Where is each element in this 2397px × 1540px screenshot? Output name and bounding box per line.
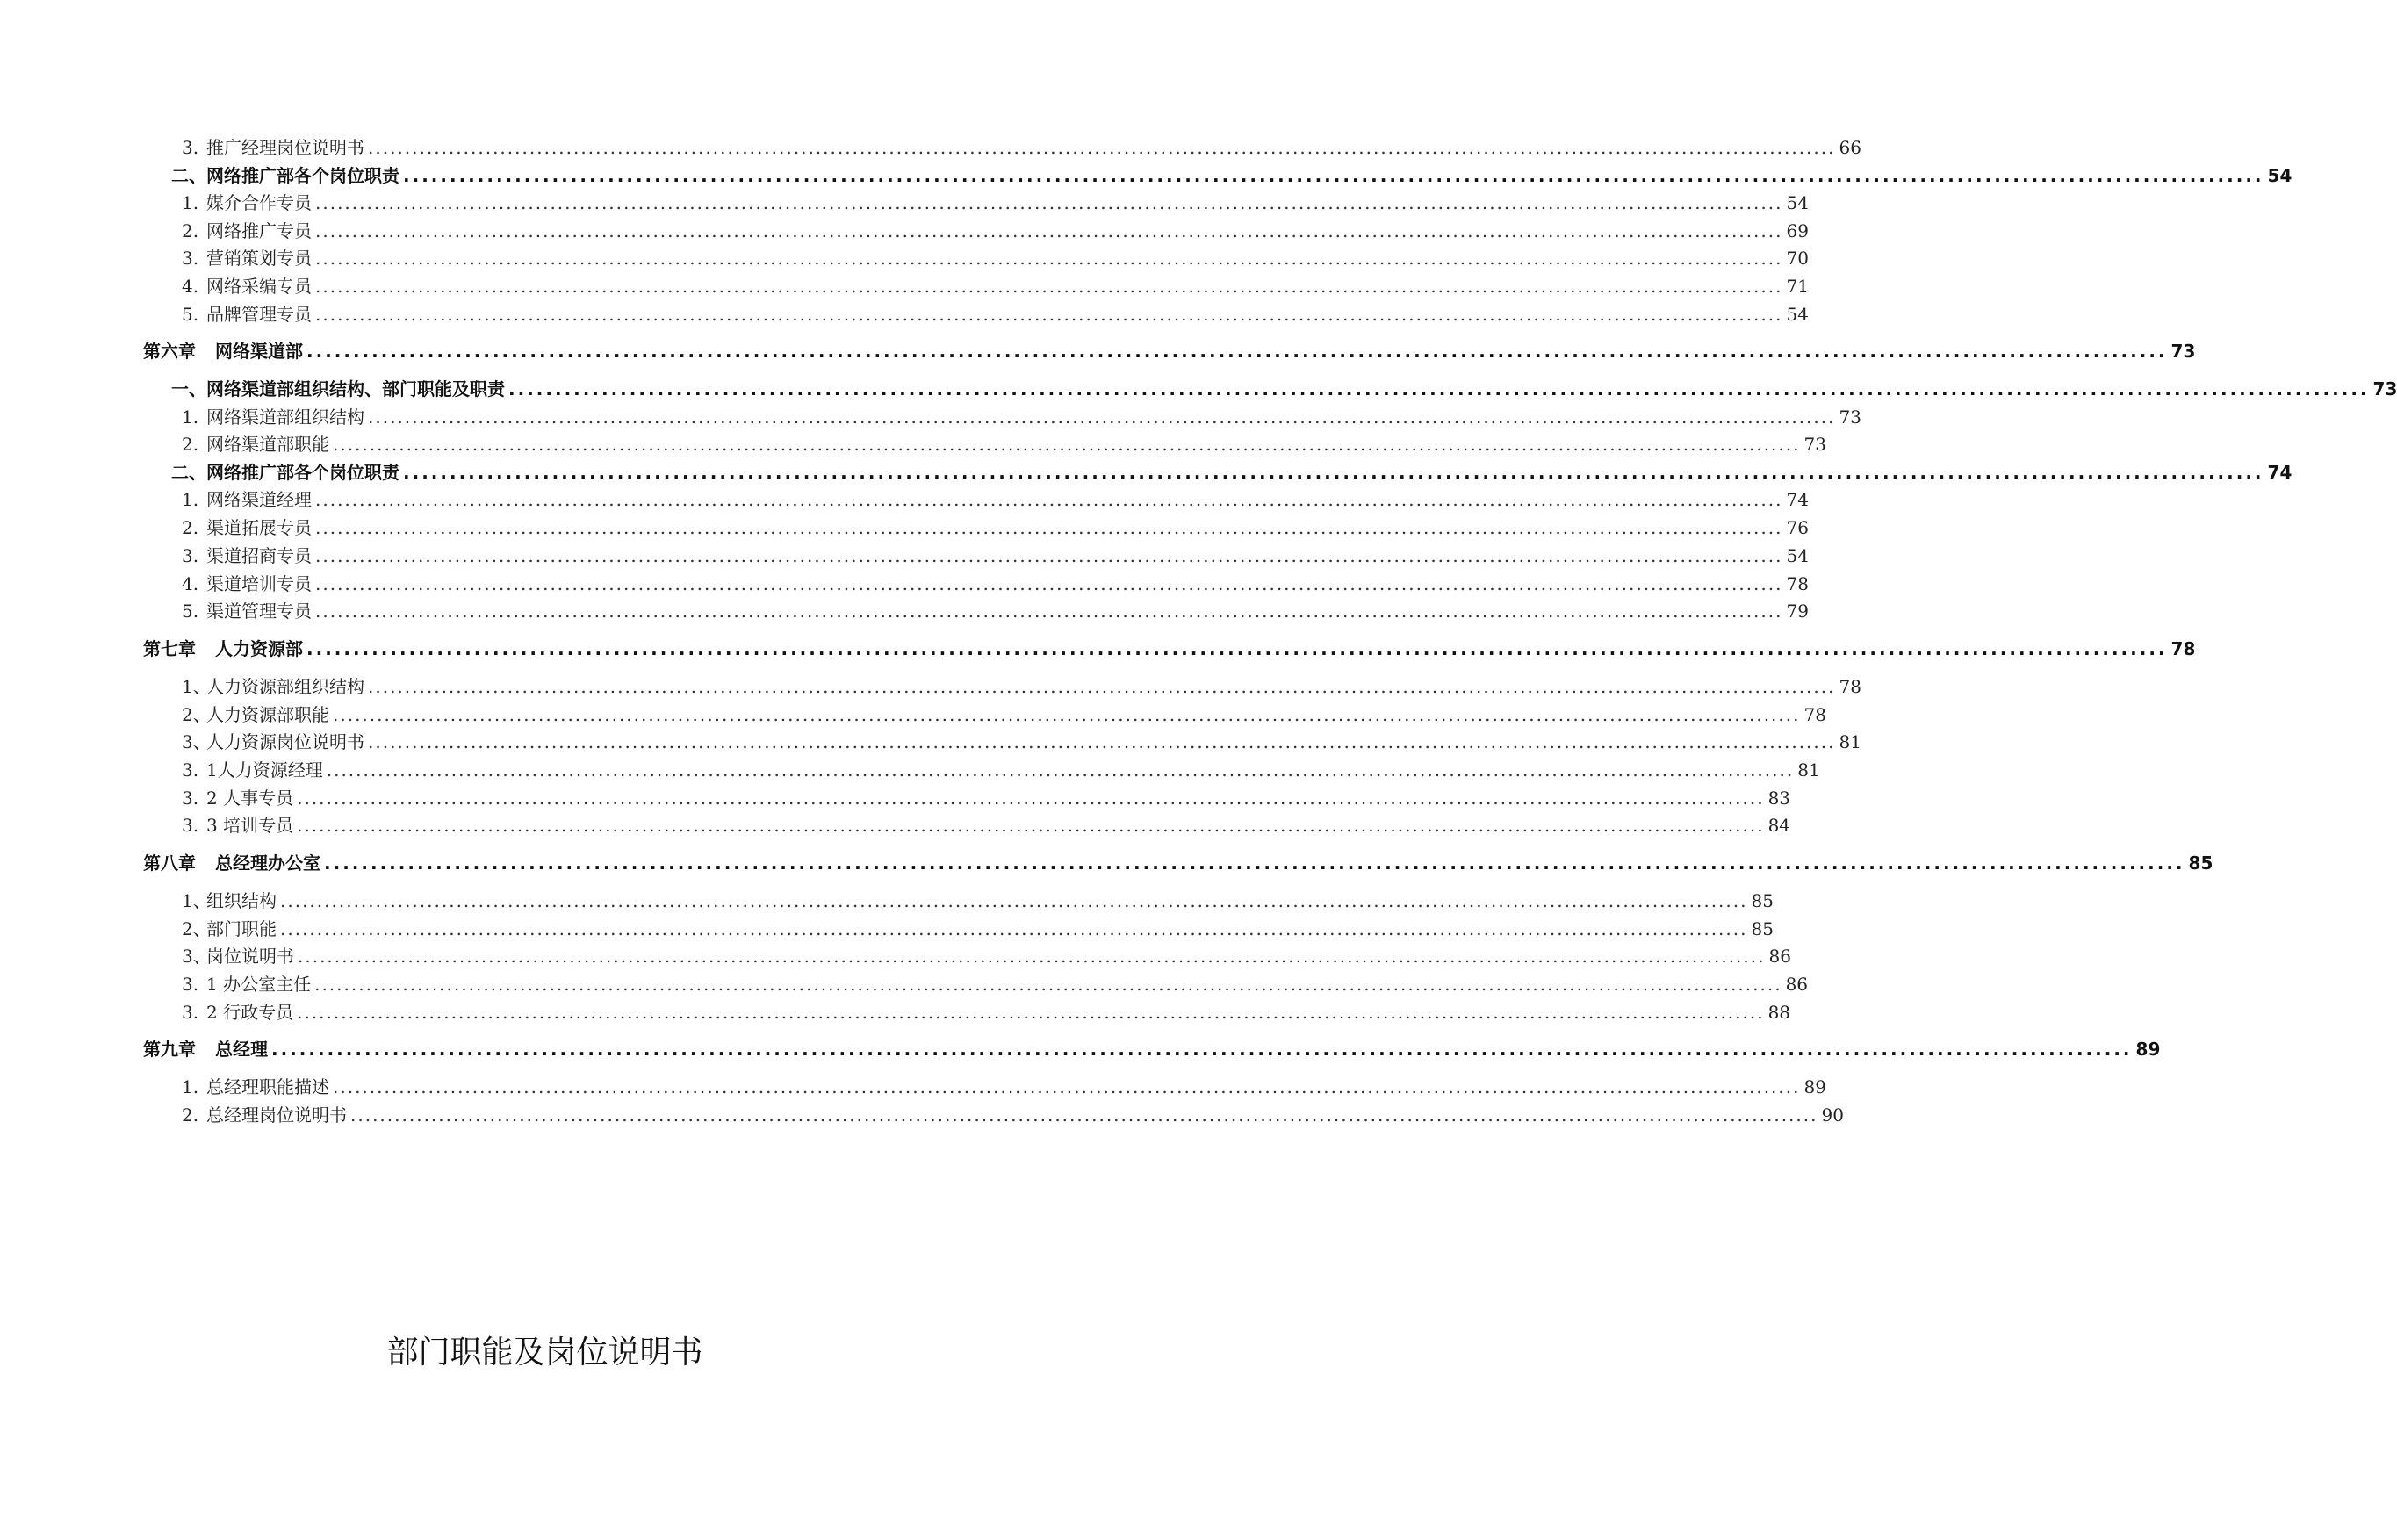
toc-entry-number: 2. [182, 434, 199, 455]
toc-page-number: 90 [1821, 1105, 1844, 1126]
toc-page-number: 85 [2188, 853, 2213, 874]
toc-page-number: 86 [1768, 946, 1791, 967]
toc-item-entry[interactable] [182, 598, 1809, 624]
toc-dot-leader: ........................................................................................................................................................................................................ [368, 137, 1836, 158]
toc-entry-number: 第八章 [143, 853, 196, 874]
toc-entry-label: 推广经理岗位说明书 [206, 137, 364, 158]
toc-page-number: 76 [1786, 517, 1809, 538]
toc-chapter-entry[interactable] [143, 1036, 2161, 1062]
toc-page-number: 54 [2267, 165, 2293, 186]
toc-item-entry[interactable] [182, 273, 1809, 299]
toc-dot-leader: ........................................................................................................................................................................................................ [368, 731, 1836, 752]
toc-dot-leader: ........................................................................................................................................................................................................ [297, 1002, 1765, 1023]
toc-page-number: 69 [1786, 220, 1809, 241]
toc-entry-label: 网络渠道部组织结构、部门职能及职责 [206, 378, 505, 399]
toc-entry-label: 渠道招商专员 [206, 545, 312, 566]
toc-page-number: 85 [1751, 918, 1774, 939]
toc-dot-leader: ........................................................................................................................................................................................................ [403, 462, 2264, 483]
toc-page-number: 81 [1797, 759, 1820, 781]
toc-item-entry[interactable] [182, 1102, 1844, 1128]
toc-dot-leader: ........................................................................................................................................................................................................ [315, 276, 1783, 297]
toc-entry-number: 1、 [182, 676, 211, 697]
toc-entry-label: 网络渠道部职能 [206, 434, 329, 455]
toc-entry-number: 第六章 [143, 341, 196, 362]
toc-entry-number: 3. [182, 788, 199, 809]
toc-entry-label: 网络渠道经理 [206, 489, 312, 510]
toc-entry-label: 总经理岗位说明书 [206, 1105, 347, 1126]
toc-item-entry[interactable] [182, 515, 1809, 541]
toc-page-number: 86 [1785, 974, 1809, 995]
toc-entry-label: 人力资源部职能 [206, 704, 329, 725]
toc-dot-leader: ........................................................................................................................................................................................................ [280, 890, 1748, 911]
toc-entry-label: 1人力资源经理 [206, 759, 323, 781]
toc-dot-leader: ........................................................................................................................................................................................................ [508, 378, 2370, 399]
toc-chapter-entry[interactable] [143, 636, 2196, 662]
toc-entry-label: 媒介合作专员 [206, 192, 312, 213]
toc-entry-label: 网络推广专员 [206, 220, 312, 241]
toc-dot-leader: ........................................................................................................................................................................................................ [297, 815, 1765, 836]
toc-page-number: 71 [1786, 276, 1809, 297]
toc-entry-number: 2. [182, 220, 199, 241]
toc-entry-label: 营销策划专员 [206, 248, 312, 269]
toc-dot-leader: ........................................................................................................................................................................................................ [315, 220, 1783, 241]
toc-dot-leader: ........................................................................................................................................................................................................ [315, 601, 1783, 622]
toc-entry-number: 4. [182, 276, 199, 297]
toc-entry-label: 部门职能 [206, 918, 277, 939]
toc-page-number: 66 [1839, 137, 1861, 158]
toc-entry-label: 网络渠道部组织结构 [206, 407, 364, 428]
toc-entry-number: 3. [182, 759, 199, 781]
toc-entry-number: 1. [182, 1076, 199, 1097]
toc-dot-leader: ........................................................................................................................................................................................................ [324, 853, 2185, 874]
toc-item-entry[interactable] [182, 431, 1826, 457]
toc-entry-number: 2. [182, 1105, 199, 1126]
toc-page-number: 54 [1786, 545, 1809, 566]
toc-entry-label: 岗位说明书 [206, 946, 294, 967]
toc-entry-label: 品牌管理专员 [206, 304, 312, 325]
toc-entry-label: 网络推广部各个岗位职责 [206, 462, 400, 483]
toc-entry-number: 二、 [171, 165, 206, 186]
toc-dot-leader: ........................................................................................................................................................................................................ [333, 704, 1801, 725]
toc-entry-label: 总经理 [215, 1039, 268, 1060]
toc-item-entry[interactable] [182, 245, 1809, 271]
toc-dot-leader: ........................................................................................................................................................................................................ [315, 192, 1783, 213]
toc-page-number: 79 [1786, 601, 1809, 622]
toc-section-entry[interactable] [171, 376, 2397, 402]
toc-entry-label: 总经理办公室 [215, 853, 320, 874]
toc-dot-leader: ........................................................................................................................................................................................................ [326, 759, 1795, 781]
toc-item-entry[interactable] [182, 301, 1809, 327]
toc-page-number: 84 [1767, 815, 1791, 836]
toc-item-entry[interactable] [182, 571, 1809, 597]
toc-entry-label: 2 行政专员 [206, 1002, 294, 1023]
toc-page-number: 78 [2170, 638, 2196, 659]
toc-item-entry[interactable] [182, 785, 1791, 811]
toc-entry-label: 网络采编专员 [206, 276, 312, 297]
toc-page-number: 83 [1767, 788, 1791, 809]
toc-entry-number: 3. [182, 248, 199, 269]
toc-page-number: 73 [2170, 341, 2196, 362]
toc-dot-leader: ........................................................................................................................................................................................................ [298, 946, 1766, 967]
toc-entry-label: 2 人事专员 [206, 788, 294, 809]
toc-entry-number: 3. [182, 1002, 199, 1023]
toc-entry-number: 4. [182, 573, 199, 594]
toc-page-number: 74 [1786, 489, 1809, 510]
toc-entry-number: 3、 [182, 731, 211, 752]
toc-item-entry[interactable] [182, 916, 1774, 942]
toc-chapter-entry[interactable] [143, 338, 2196, 364]
toc-page-number: 89 [2135, 1039, 2161, 1060]
toc-dot-leader: ........................................................................................................................................................................................................ [314, 974, 1782, 995]
toc-page-number: 74 [2267, 462, 2293, 483]
toc-entry-number: 2、 [182, 704, 211, 725]
toc-entry-label: 网络推广部各个岗位职责 [206, 165, 400, 186]
toc-dot-leader: ........................................................................................................................................................................................................ [350, 1105, 1818, 1126]
toc-entry-number: 1. [182, 192, 199, 213]
toc-item-entry[interactable] [182, 729, 1861, 755]
toc-item-entry[interactable] [182, 702, 1826, 728]
toc-dot-leader: ........................................................................................................................................................................................................ [403, 165, 2264, 186]
toc-entry-number: 3. [182, 545, 199, 566]
toc-page-number: 85 [1751, 890, 1774, 911]
toc-entry-number: 5. [182, 601, 199, 622]
toc-item-entry[interactable] [182, 673, 1861, 700]
toc-item-entry[interactable] [182, 134, 1861, 161]
toc-page-number: 78 [1803, 704, 1826, 725]
toc-dot-leader: ........................................................................................................................................................................................................ [315, 489, 1783, 510]
toc-entry-number: 1、 [182, 890, 211, 911]
toc-entry-number: 3. [182, 815, 199, 836]
toc-entry-label: 渠道拓展专员 [206, 517, 312, 538]
toc-entry-label: 组织结构 [206, 890, 277, 911]
toc-dot-leader: ........................................................................................................................................................................................................ [306, 638, 2168, 659]
toc-dot-leader: ........................................................................................................................................................................................................ [368, 676, 1836, 697]
toc-dot-leader: ........................................................................................................................................................................................................ [315, 545, 1783, 566]
toc-item-entry[interactable] [182, 757, 1820, 783]
toc-item-entry[interactable] [182, 999, 1791, 1025]
toc-entry-number: 5. [182, 304, 199, 325]
toc-item-entry[interactable] [182, 971, 1809, 997]
toc-entry-number: 第七章 [143, 638, 196, 659]
toc-page-number: 54 [1786, 304, 1809, 325]
toc-dot-leader: ........................................................................................................................................................................................................ [333, 1076, 1801, 1097]
toc-dot-leader: ........................................................................................................................................................................................................ [271, 1039, 2133, 1060]
toc-entry-label: 渠道管理专员 [206, 601, 312, 622]
toc-entry-label: 3 培训专员 [206, 815, 294, 836]
toc-entry-label: 总经理职能描述 [206, 1076, 329, 1097]
toc-page-number: 73 [1839, 407, 1861, 428]
toc-entry-number: 3、 [182, 946, 211, 967]
toc-page-number: 78 [1839, 676, 1861, 697]
toc-page-number: 88 [1767, 1002, 1791, 1023]
toc-entry-number: 第九章 [143, 1039, 196, 1060]
toc-dot-leader: ........................................................................................................................................................................................................ [315, 248, 1783, 269]
toc-item-entry[interactable] [182, 486, 1809, 513]
toc-item-entry[interactable] [182, 1074, 1826, 1100]
toc-item-entry[interactable] [182, 943, 1791, 969]
toc-entry-number: 1. [182, 407, 199, 428]
document-title: 部门职能及岗位说明书 [386, 1335, 703, 1371]
toc-section-entry[interactable] [171, 162, 2293, 189]
toc-page-number: 73 [1803, 434, 1826, 455]
toc-dot-leader: ........................................................................................................................................................................................................ [280, 918, 1748, 939]
toc-entry-number: 2、 [182, 918, 211, 939]
toc-entry-label: 人力资源岗位说明书 [206, 731, 364, 752]
toc-item-entry[interactable] [182, 543, 1809, 569]
toc-item-entry[interactable] [182, 218, 1809, 244]
toc-entry-number: 3. [182, 137, 199, 158]
toc-page-number: 73 [2372, 378, 2397, 399]
toc-entry-number: 一、 [171, 378, 206, 399]
toc-dot-leader: ........................................................................................................................................................................................................ [297, 788, 1765, 809]
toc-dot-leader: ........................................................................................................................................................................................................ [315, 573, 1783, 594]
toc-item-entry[interactable] [182, 404, 1861, 430]
toc-entry-label: 人力资源部组织结构 [206, 676, 364, 697]
toc-entry-label: 渠道培训专员 [206, 573, 312, 594]
toc-dot-leader: ........................................................................................................................................................................................................ [315, 304, 1783, 325]
toc-page-number: 89 [1803, 1076, 1826, 1097]
toc-entry-label: 人力资源部 [215, 638, 303, 659]
toc-dot-leader: ........................................................................................................................................................................................................ [368, 407, 1836, 428]
toc-entry-number: 3. [182, 974, 199, 995]
toc-entry-label: 网络渠道部 [215, 341, 303, 362]
toc-entry-number: 2. [182, 517, 199, 538]
toc-entry-label: 1 办公室主任 [206, 974, 312, 995]
toc-section-entry[interactable] [171, 459, 2293, 486]
toc-dot-leader: ........................................................................................................................................................................................................ [315, 517, 1783, 538]
toc-item-entry[interactable] [182, 888, 1774, 914]
toc-item-entry[interactable] [182, 812, 1791, 838]
toc-entry-number: 1. [182, 489, 199, 510]
toc-item-entry[interactable] [182, 190, 1809, 216]
toc-dot-leader: ........................................................................................................................................................................................................ [306, 341, 2168, 362]
toc-dot-leader: ........................................................................................................................................................................................................ [333, 434, 1801, 455]
toc-page-number: 70 [1786, 248, 1809, 269]
toc-page-number: 78 [1786, 573, 1809, 594]
toc-page-number: 54 [1786, 192, 1809, 213]
toc-entry-number: 二、 [171, 462, 206, 483]
toc-page-number: 81 [1839, 731, 1861, 752]
toc-chapter-entry[interactable] [143, 850, 2213, 876]
